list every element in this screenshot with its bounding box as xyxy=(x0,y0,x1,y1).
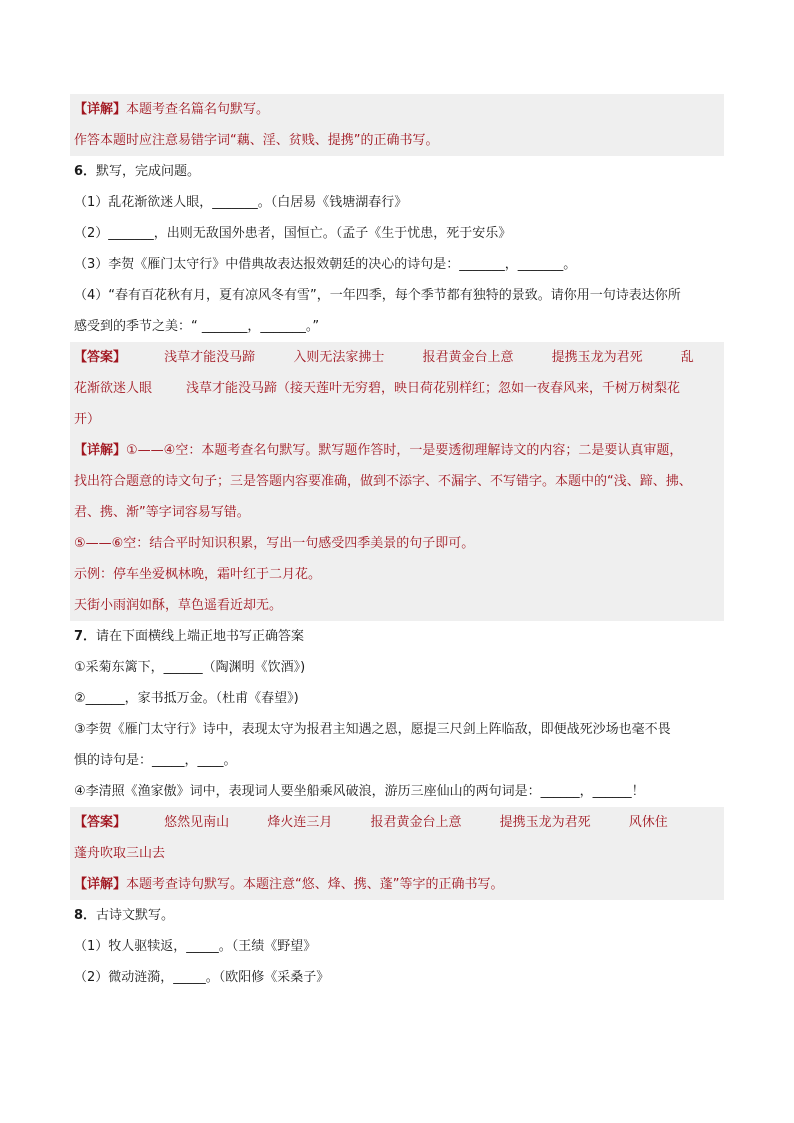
detail-line: 作答本题时应注意易错字词“藕、淫、贫贱、提携”的正确书写。 xyxy=(70,125,724,156)
detail-line: 天街小雨润如酥，草色遥看近却无。 xyxy=(70,590,724,621)
question-number: 6． xyxy=(74,164,97,179)
detail-line: 找出符合题意的诗文句子；三是答题内容要准确，做到不添字、不漏字、不写错字。本题中的“浅、蹄、拂、 xyxy=(70,466,724,497)
answer-line: 开） xyxy=(70,404,724,435)
question-number: 7． xyxy=(74,629,97,644)
question-8-title xyxy=(70,900,724,931)
answer-item: 入则无法家拂士 xyxy=(293,350,385,365)
answer-tag: 【答案】 xyxy=(74,350,127,365)
question-item: ①采菊东篱下，______（陶渊明《饮酒》) xyxy=(74,660,306,675)
question-text: 古诗文默写。 xyxy=(96,908,175,923)
detail-tag: 【详解】 xyxy=(74,877,127,892)
detail-tag: 【详解】 xyxy=(74,443,127,458)
answer-item: 报君黄金台上意 xyxy=(422,350,514,365)
answer-line xyxy=(70,342,724,373)
question-item: ②______，家书抵万金。（杜甫《春望》) xyxy=(74,691,299,706)
question-item: （1）牧人驱犊返，_____。（王绩《野望》 xyxy=(74,939,317,954)
question-item: 惧的诗句是：_____，____。 xyxy=(74,753,237,768)
answer-item: 烽火连三月 xyxy=(267,815,333,830)
answer-item: 悠然见南山 xyxy=(164,815,230,830)
question-item: 感受到的季节之美：“ _______，_______。” xyxy=(74,319,320,334)
detail-line: 君、携、渐”等字词容易写错。 xyxy=(70,497,724,528)
answer-line: 蓬舟吹取三山去 xyxy=(70,838,724,869)
detail-line: ⑤——⑥空：结合平时知识积累，写出一句感受四季美景的句子即可。 xyxy=(70,528,724,559)
answer-item: 风休住 xyxy=(628,815,668,830)
detail-text: 本题考查名篇名句默写。 xyxy=(126,102,270,117)
answer-tag: 【答案】 xyxy=(74,815,127,830)
answer-item: 花渐欲迷人眼 xyxy=(74,381,153,396)
question-item: （3）李贺《雁门太守行》中借典故表达报效朝廷的决心的诗句是：_______，_______。 xyxy=(74,257,577,272)
detail-text: 本题考查诗句默写。本题注意“悠、烽、携、蓬”等字的正确书写。 xyxy=(126,877,504,892)
detail-text: ①——④空：本题考查名句默写。默写题作答时，一是要透彻理解诗文的内容；二是要认真审题， xyxy=(126,443,683,458)
detail-line xyxy=(70,435,724,466)
answer-line xyxy=(70,807,724,838)
answer-item: 浅草才能没马蹄（接天莲叶无穷碧，映日荷花别样红；忽如一夜春风来，千树万树梨花 xyxy=(186,381,681,396)
question-item: （2）微动涟漪，_____。（欧阳修《采桑子》 xyxy=(74,970,330,985)
answer-item: 报君黄金台上意 xyxy=(370,815,462,830)
answer-item: 乱 xyxy=(680,350,694,365)
question-item: ④李清照《渔家傲》词中，表现词人要坐船乘风破浪，游历三座仙山的两句词是：______，______！ xyxy=(74,784,645,799)
answer-item: 提携玉龙为君死 xyxy=(551,350,643,365)
detail-tag: 【详解】 xyxy=(74,102,127,117)
answer-item: 提携玉龙为君死 xyxy=(499,815,591,830)
detail-line xyxy=(70,94,724,125)
question-text: 默写，完成问题。 xyxy=(96,164,201,179)
question-item: ③李贺《雁门太守行》诗中，表现太守为报君主知遇之恩，愿提三尺剑上阵临敌，即便战死沙场也毫不畏 xyxy=(74,722,671,737)
detail-line: 示例：停车坐爱枫林晚，霜叶红于二月花。 xyxy=(70,559,724,590)
question-7-title xyxy=(70,621,724,652)
question-number: 8． xyxy=(74,908,97,923)
answer-item: 浅草才能没马蹄 xyxy=(164,350,256,365)
question-text: 请在下面横线上端正地书写正确答案 xyxy=(96,629,305,644)
question-6-title xyxy=(70,156,724,187)
detail-line xyxy=(70,869,724,900)
document-content xyxy=(70,94,724,993)
question-item: （4）“春有百花秋有月，夏有凉风冬有雪”，一年四季，每个季节都有独特的景致。请你用一句诗表达你所 xyxy=(74,288,681,303)
answer-line xyxy=(70,373,724,404)
question-item: （1）乱花渐欲迷人眼，_______。（白居易《钱塘湖春行》 xyxy=(74,195,408,210)
question-item: （2）_______，出则无敌国外患者，国恒亡。（孟子《生于忧患，死于安乐》 xyxy=(74,226,512,241)
